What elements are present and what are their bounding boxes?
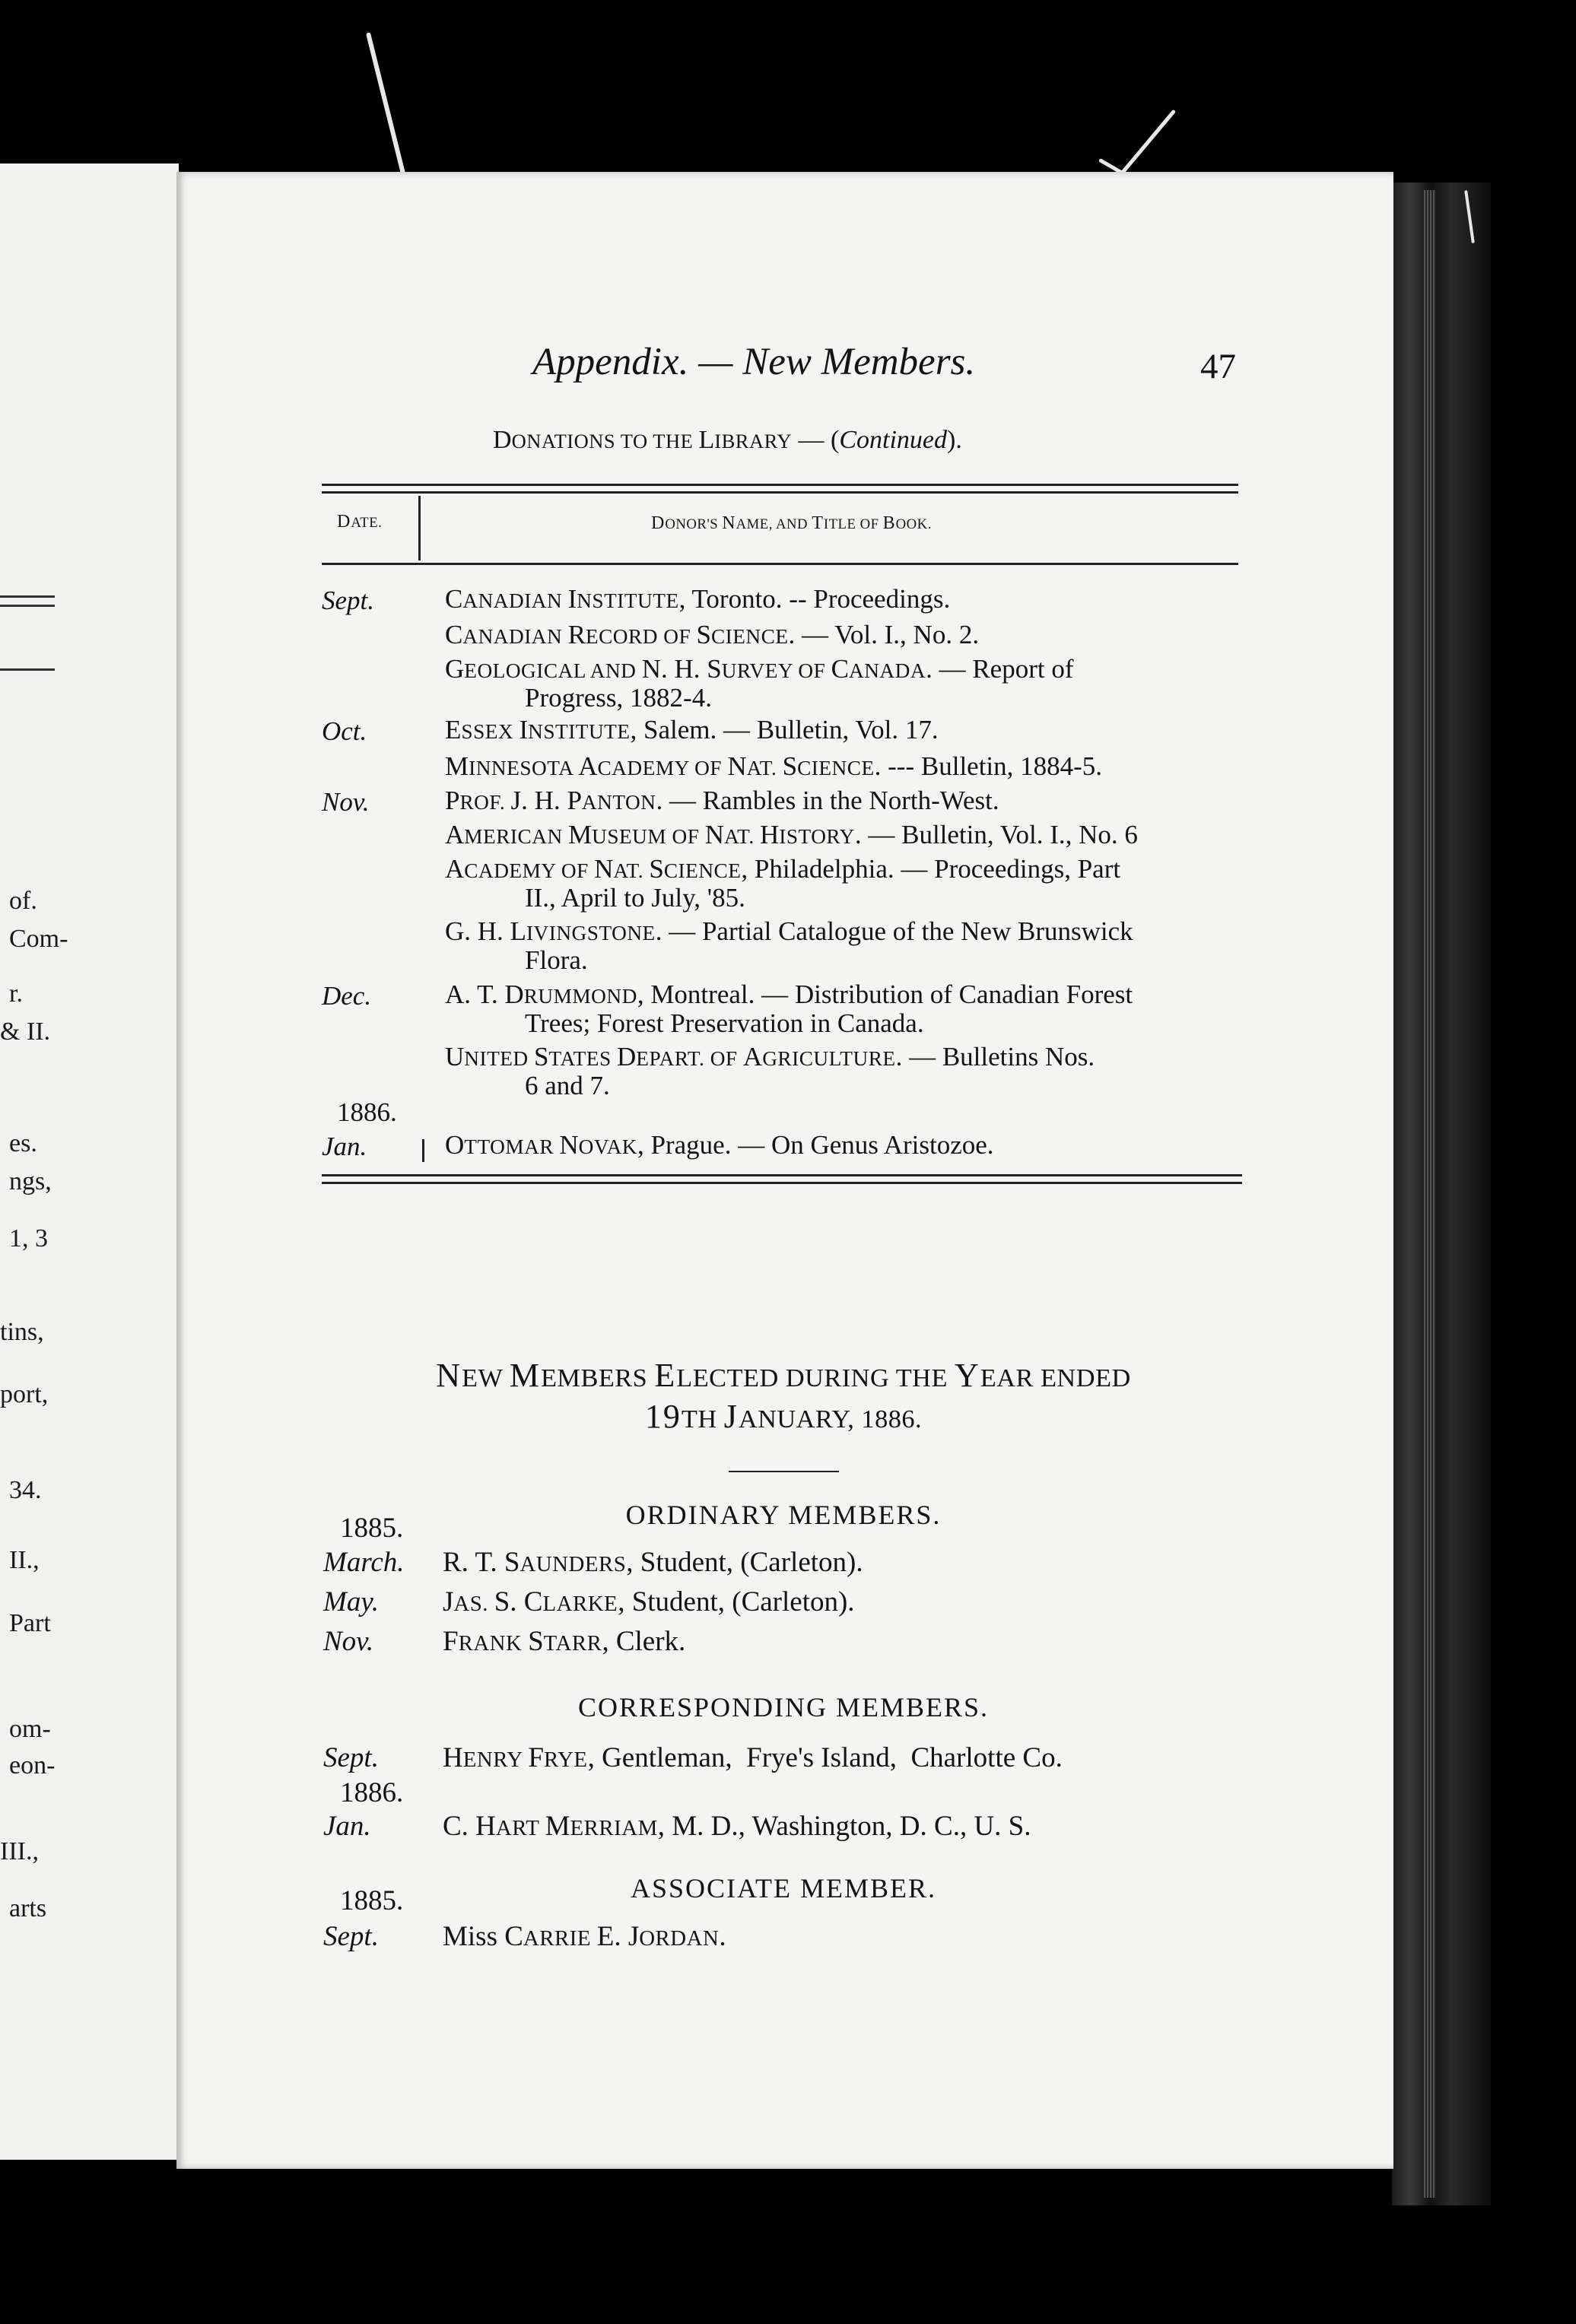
donation-title-continued: Trees; Forest Preservation in Canada. bbox=[525, 1008, 924, 1038]
row-date: Jan. bbox=[322, 1132, 367, 1161]
donation-title: , Prague. — On Genus Aristozoe. bbox=[637, 1130, 994, 1160]
member-entry bbox=[443, 1741, 1063, 1774]
associate-entry bbox=[443, 1920, 726, 1953]
donation-entry bbox=[445, 821, 1244, 850]
left-page-fragment: om- bbox=[9, 1715, 51, 1743]
donation-entry bbox=[445, 716, 1244, 745]
donation-entry bbox=[445, 1043, 1244, 1100]
table-top-rule bbox=[322, 491, 1238, 494]
section-divider bbox=[729, 1471, 839, 1472]
donation-title: . — Bulletins Nos. bbox=[895, 1042, 1095, 1072]
row-date: Oct. bbox=[322, 716, 367, 746]
member-entry bbox=[443, 1586, 855, 1618]
donation-title: . — Rambles in the North-West. bbox=[656, 786, 999, 815]
donation-entry bbox=[445, 1132, 1244, 1160]
left-page-fragment: eon- bbox=[9, 1751, 56, 1780]
row-date: Dec. bbox=[322, 981, 372, 1011]
donation-title: . — Partial Catalogue of the New Brunswick bbox=[655, 916, 1133, 946]
donation-entry bbox=[445, 918, 1244, 974]
left-page-fragment: Com- bbox=[9, 925, 68, 953]
donation-title-continued: Flora. bbox=[525, 945, 588, 975]
members-heading-line2: 19TH JANUARY, 1886. bbox=[644, 1398, 923, 1435]
donor-column-header: DONOR'S NAME, AND TITLE OF BOOK. bbox=[651, 513, 932, 533]
donation-title-continued: II., April to July, '85. bbox=[525, 883, 745, 913]
table-top-rule bbox=[322, 484, 1238, 486]
donation-title-continued: Progress, 1882-4. bbox=[525, 683, 712, 713]
ordinary-members-heading: ORDINARY MEMBERS. bbox=[625, 1500, 942, 1530]
member-name: JAS. S. CLARKE bbox=[443, 1586, 618, 1618]
donation-entry bbox=[445, 586, 1244, 614]
donor-name: ACADEMY OF NAT. SCIENCE bbox=[445, 854, 742, 884]
donation-title: . --- Bulletin, 1884-5. bbox=[874, 751, 1103, 781]
donation-entry bbox=[445, 621, 1244, 650]
member-entry bbox=[443, 1546, 863, 1579]
left-page-fragment: es. bbox=[9, 1129, 37, 1157]
donor-name: PROF. J. H. PANTON bbox=[445, 786, 656, 815]
left-page-rule bbox=[0, 595, 55, 598]
date-column-header: DATE. bbox=[337, 512, 383, 532]
member-name: R. T. SAUNDERS bbox=[443, 1547, 627, 1578]
member-description: , Student, (Carleton). bbox=[626, 1547, 863, 1578]
left-page-fragment: Part bbox=[9, 1609, 51, 1637]
donations-heading-caps: DONATIONS TO THE LIBRARY bbox=[493, 426, 792, 454]
book-page-edges bbox=[1392, 183, 1491, 2205]
member-description: , Clerk. bbox=[602, 1626, 686, 1657]
donations-heading-close: ). bbox=[947, 426, 962, 454]
associate-year: 1885. bbox=[340, 1885, 404, 1916]
donation-title: , Philadelphia. — Proceedings, Part bbox=[741, 854, 1121, 884]
page-number: 47 bbox=[1200, 347, 1236, 386]
donations-heading-continued: Continued bbox=[839, 426, 947, 454]
left-page-fragment: II., bbox=[9, 1546, 40, 1574]
donor-name: AMERICAN MUSEUM OF NAT. HISTORY bbox=[445, 820, 855, 849]
donation-title: . — Report of bbox=[926, 654, 1074, 684]
donor-name: OTTOMAR NOVAK bbox=[445, 1130, 637, 1160]
donations-heading bbox=[493, 426, 962, 455]
left-page-fragment: of. bbox=[9, 887, 37, 915]
left-page-fragment: 1, 3 bbox=[9, 1224, 48, 1252]
member-date: March. bbox=[323, 1547, 405, 1578]
row-date: Nov. bbox=[322, 787, 370, 817]
donor-name: G. H. LIVINGSTONE bbox=[445, 916, 656, 946]
members-heading-line1: NEW MEMBERS ELECTED DURING THE YEAR ENDED bbox=[436, 1357, 1131, 1394]
donation-entry bbox=[445, 981, 1244, 1037]
donor-name: CANADIAN RECORD OF SCIENCE bbox=[445, 620, 789, 649]
table-header-divider bbox=[418, 496, 421, 560]
book-page bbox=[176, 172, 1393, 2169]
left-page-fragment: r. bbox=[9, 979, 23, 1008]
member-description: , M. D., Washington, D. C., U. S. bbox=[657, 1811, 1031, 1842]
member-name: C. HART MERRIAM bbox=[443, 1811, 658, 1842]
associate-date: Sept. bbox=[323, 1921, 379, 1952]
left-page-rule bbox=[0, 668, 55, 671]
left-page-fragment: 34. bbox=[9, 1476, 42, 1504]
member-description: , Student, (Carleton). bbox=[618, 1586, 855, 1618]
donation-title-continued: 6 and 7. bbox=[525, 1071, 610, 1100]
left-page-fragment: ngs, bbox=[9, 1167, 52, 1195]
donation-entry bbox=[445, 753, 1244, 782]
donation-title: . — Bulletin, Vol. I., No. 6 bbox=[854, 820, 1138, 849]
donations-heading-dash: — ( bbox=[792, 426, 840, 454]
member-name: HENRY FRYE bbox=[443, 1742, 588, 1773]
table-bottom-rule bbox=[322, 1174, 1242, 1176]
member-date: May. bbox=[323, 1586, 379, 1618]
left-page-fragment: & II. bbox=[0, 1018, 51, 1046]
member-date: Sept. bbox=[323, 1742, 379, 1773]
donor-name: MINNESOTA ACADEMY OF NAT. SCIENCE bbox=[445, 751, 875, 781]
associate-member-heading: ASSOCIATE MEMBER. bbox=[630, 1873, 937, 1903]
left-page-fragment: port, bbox=[0, 1380, 49, 1408]
left-page-fragment: arts bbox=[9, 1894, 47, 1922]
associate-name: CARRIE E. JORDAN bbox=[504, 1921, 720, 1952]
donation-title: , Toronto. -- Proceedings. bbox=[678, 584, 951, 614]
member-entry bbox=[443, 1810, 1031, 1843]
donor-name: GEOLOGICAL AND N. H. SURVEY OF CANADA bbox=[445, 654, 926, 684]
member-date: Nov. bbox=[323, 1626, 374, 1657]
associate-prefix: Miss bbox=[443, 1921, 505, 1952]
member-year: 1886. bbox=[340, 1777, 404, 1808]
ordinary-year: 1885. bbox=[340, 1513, 404, 1544]
corresponding-members-heading: CORRESPONDING MEMBERS. bbox=[577, 1692, 990, 1722]
row-date: Sept. bbox=[322, 586, 375, 615]
member-name: FRANK STARR bbox=[443, 1626, 602, 1657]
donation-entry bbox=[445, 856, 1244, 912]
member-entry bbox=[443, 1625, 685, 1658]
donor-name: CANADIAN INSTITUTE bbox=[445, 584, 679, 614]
donation-title: . — Vol. I., No. 2. bbox=[788, 620, 980, 649]
donor-name: ESSEX INSTITUTE bbox=[445, 715, 631, 745]
donor-name: A. T. DRUMMOND bbox=[445, 979, 637, 1009]
left-page-fragment: tins, bbox=[0, 1318, 44, 1346]
donation-title: , Montreal. — Distribution of Canadian Forest bbox=[637, 979, 1133, 1009]
running-head: Appendix. — New Members. bbox=[532, 341, 976, 383]
member-date: Jan. bbox=[323, 1811, 371, 1842]
donation-entry bbox=[445, 787, 1244, 816]
left-page-fragment: III., bbox=[0, 1837, 39, 1865]
book-page-edge-lines bbox=[1424, 190, 1436, 2198]
table-bottom-rule bbox=[322, 1182, 1242, 1184]
table-row-divider bbox=[422, 1139, 424, 1162]
table-header-rule bbox=[322, 563, 1238, 565]
left-page-rule bbox=[0, 605, 55, 607]
associate-rest: . bbox=[719, 1921, 726, 1952]
scan-scratch bbox=[366, 32, 407, 181]
row-date: 1886. bbox=[337, 1097, 397, 1127]
donation-entry bbox=[445, 656, 1244, 712]
donor-name: UNITED STATES DEPART. OF AGRICULTURE bbox=[445, 1042, 896, 1072]
donation-title: , Salem. — Bulletin, Vol. 17. bbox=[630, 715, 939, 745]
member-description: , Gentleman, Frye's Island, Charlotte Co. bbox=[587, 1742, 1063, 1773]
